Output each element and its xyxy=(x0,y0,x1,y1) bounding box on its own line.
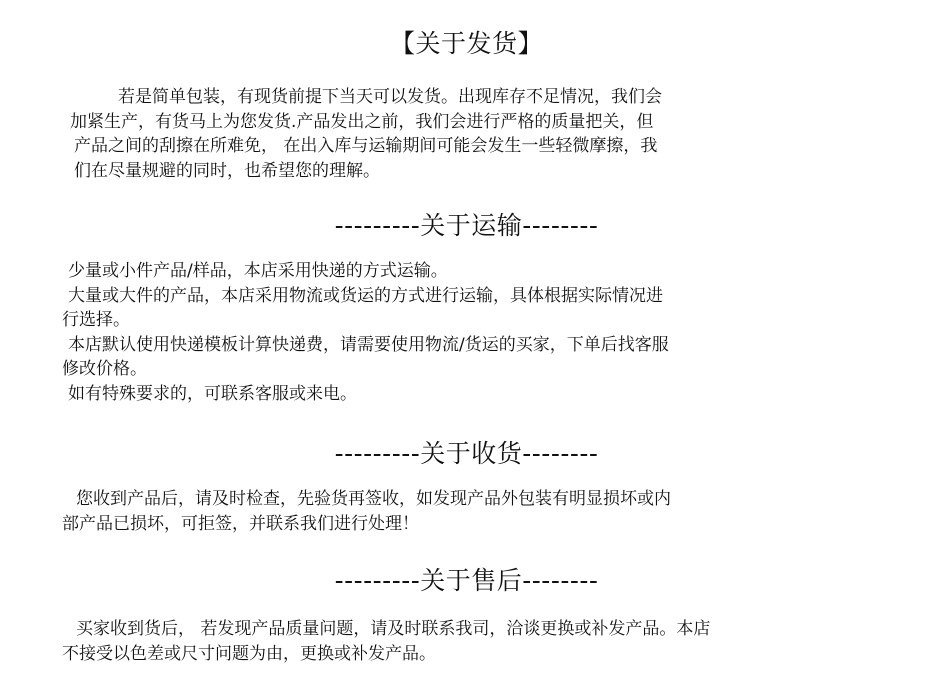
section-heading-receiving: ---------关于收货-------- xyxy=(334,439,599,468)
body-line: 您收到产品后，请及时检查，先验货再签收，如发现产品外包装有明显损坏或内 xyxy=(76,489,671,509)
body-line: 们在尽量规避的同时，也希望您的理解。 xyxy=(74,160,380,181)
section-heading-shipping: 【关于发货】 xyxy=(389,29,543,58)
body-line: 部产品已损坏，可拒签，并联系我们进行处理！ xyxy=(62,513,419,534)
body-line: 产品之间的刮擦在所难免， 在出入库与运输期间可能会发生一些轻微摩擦，我 xyxy=(74,136,658,156)
section-body-transport xyxy=(62,259,669,406)
body-line: 如有特殊要求的，可联系客服或来电。 xyxy=(68,383,357,404)
body-line: 加紧生产，有货马上为您发货.产品发出之前，我们会进行严格的质量把关，但 xyxy=(70,111,654,132)
section-body-after-sales xyxy=(62,617,710,666)
body-line: 少量或小件产品/样品，本店采用快递的方式运输。 xyxy=(68,261,448,281)
section-body-receiving xyxy=(62,487,671,536)
section-heading-after-sales: ---------关于售后-------- xyxy=(334,566,599,595)
body-line: 修改价格。 xyxy=(62,359,147,379)
body-line: 行选择。 xyxy=(62,310,130,330)
body-line: 若是简单包装，有现货前提下当天可以发货。出现库存不足情况，我们会 xyxy=(118,87,662,107)
section-heading-transport: ---------关于运输-------- xyxy=(334,211,599,240)
body-line: 不接受以色差或尺寸问题为由，更换或补发产品。 xyxy=(62,643,436,664)
body-line: 本店默认使用快递模板计算快递费，请需要使用物流/货运的买家，下单后找客服 xyxy=(68,334,669,355)
body-line: 大量或大件的产品，本店采用物流或货运的方式进行运输，具体根据实际情况进 xyxy=(68,285,663,306)
body-line: 买家收到货后， 若发现产品质量问题，请及时联系我司，洽谈更换或补发产品。本店 xyxy=(76,619,711,639)
section-body-shipping xyxy=(70,85,662,183)
